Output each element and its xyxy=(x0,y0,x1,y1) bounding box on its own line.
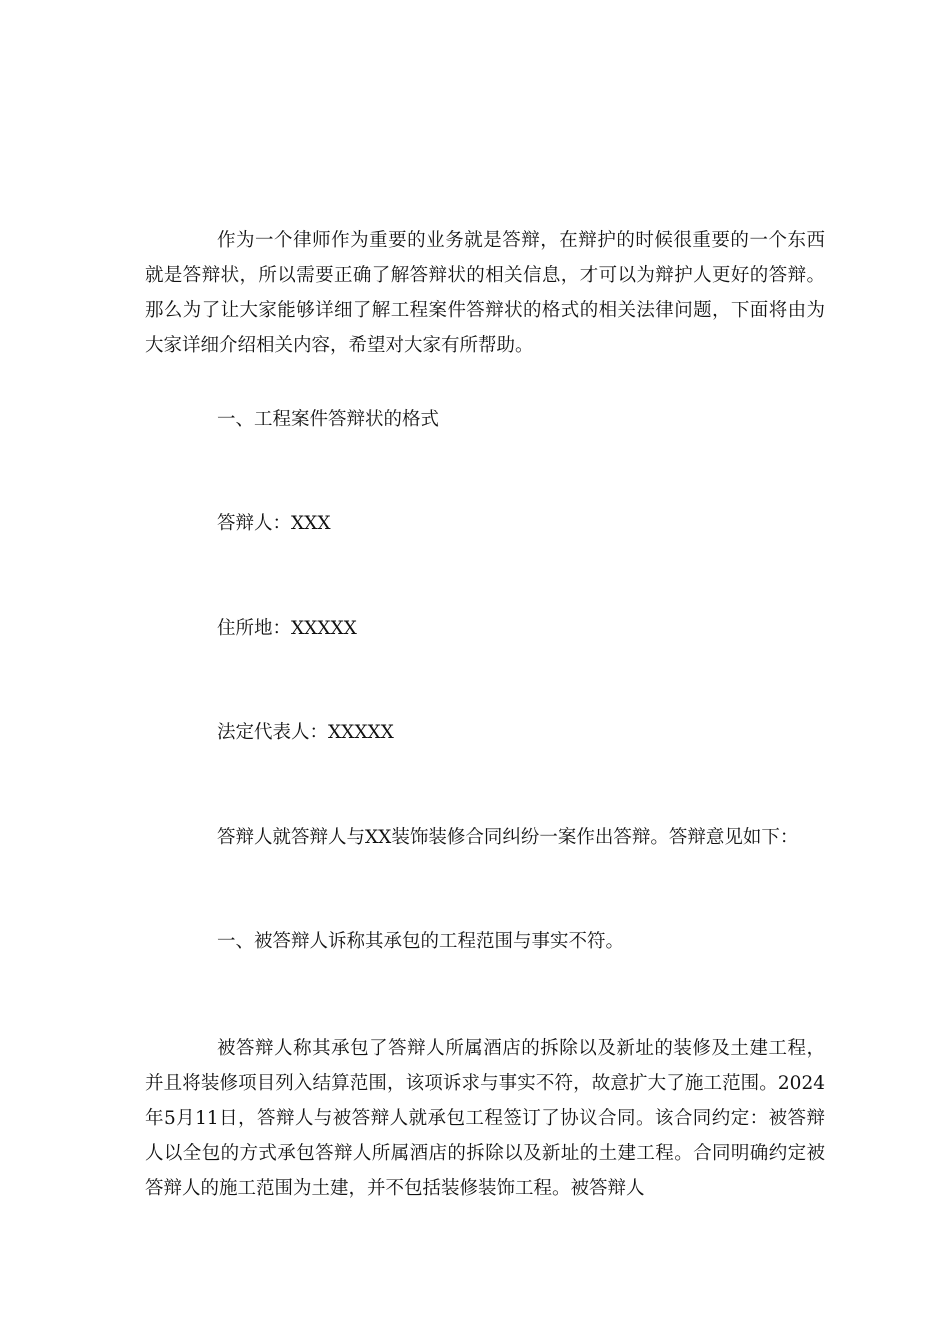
point-one-body: 被答辩人称其承包了答辩人所属酒店的拆除以及新址的装修及土建工程，并且将装修项目列入结算范围，该项诉求与事实不符，故意扩大了施工范围。2024年5月11日，答辩人与被答辩人就承包工程签订了协议合同。该合同约定：被答辩人以全包的方式承包答辩人所属酒店的拆除以及新址的土建工程。合同明确约定被答辩人的施工范围为土建，并不包括装修装饰工程。被答辩人 xyxy=(145,1038,825,1199)
intro-paragraph: 作为一个律师作为重要的业务就是答辩，在辩护的时候很重要的一个东西就是答辩状，所以需要正确了解答辩状的相关信息，才可以为辩护人更好的答辩。那么为了让大家能够详细了解工程案件答辩状的格式的相关法律问题，下面将由为大家详细介绍相关内容，希望对大家有所帮助。 xyxy=(145,230,825,356)
address-line: 住所地：XXXXX xyxy=(217,618,357,639)
point-one-heading: 一、被答辩人诉称其承包的工程范围与事实不符。 xyxy=(217,931,625,952)
legal-representative-line: 法定代表人：XXXXX xyxy=(217,722,394,743)
section-heading: 一、工程案件答辩状的格式 xyxy=(217,409,440,430)
statement-line: 答辩人就答辩人与XX装饰装修合同纠纷一案作出答辩。答辩意见如下： xyxy=(217,827,799,848)
respondent-line: 答辩人：XXX xyxy=(217,513,331,534)
